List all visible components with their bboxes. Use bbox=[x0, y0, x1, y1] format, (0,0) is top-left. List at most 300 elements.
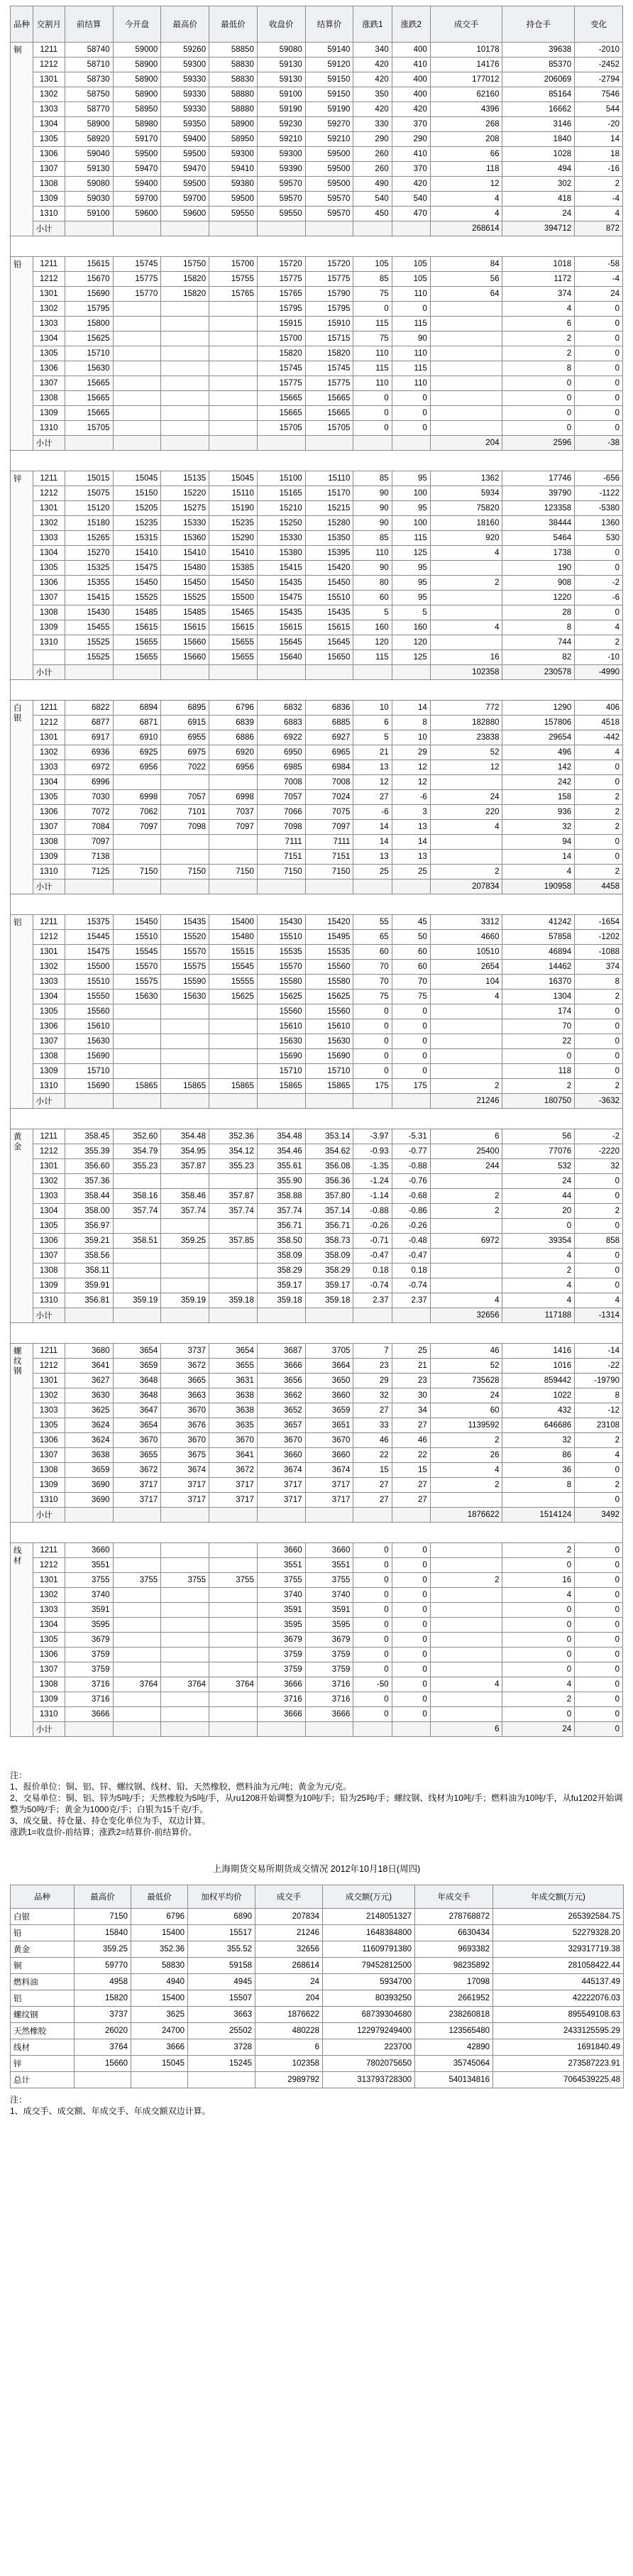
contract-month: 1212 bbox=[33, 57, 65, 72]
table-cell bbox=[113, 1034, 161, 1049]
contract-month: 1303 bbox=[33, 1403, 65, 1418]
table-cell: 45 bbox=[392, 915, 430, 930]
quote-table bbox=[10, 6, 623, 1737]
contract-month: 1309 bbox=[33, 1692, 65, 1707]
section-gap bbox=[11, 1323, 623, 1344]
table-cell: 0 bbox=[575, 775, 623, 790]
contract-month: 1309 bbox=[33, 406, 65, 421]
table-row bbox=[11, 1648, 623, 1662]
table-cell bbox=[161, 1034, 209, 1049]
stats-cell: 895549108.63 bbox=[493, 2007, 624, 2023]
table-cell: -0.77 bbox=[392, 1144, 430, 1159]
table-cell: 3755 bbox=[65, 1573, 113, 1588]
table-row bbox=[11, 331, 623, 346]
table-cell: 8 bbox=[502, 361, 575, 376]
table-cell: 56 bbox=[430, 272, 502, 287]
table-cell: 356.81 bbox=[65, 1293, 113, 1308]
header-cell: 收盘价 bbox=[257, 6, 305, 43]
contract-month: 1212 bbox=[33, 930, 65, 945]
table-cell bbox=[113, 317, 161, 331]
contract-month: 1307 bbox=[33, 162, 65, 177]
table-cell: 77076 bbox=[502, 1144, 575, 1159]
stats-header-row bbox=[11, 1885, 624, 1909]
table-cell: 6915 bbox=[161, 716, 209, 730]
table-cell bbox=[161, 1543, 209, 1558]
table-cell bbox=[113, 775, 161, 790]
table-cell: 6925 bbox=[113, 745, 161, 760]
table-cell: 420 bbox=[392, 102, 430, 117]
table-cell: 59300 bbox=[257, 147, 305, 162]
table-cell: 15520 bbox=[161, 930, 209, 945]
table-cell bbox=[392, 1508, 430, 1523]
table-cell: 3 bbox=[392, 805, 430, 820]
contract-month: 1305 bbox=[33, 1219, 65, 1234]
table-cell: 3666 bbox=[65, 1707, 113, 1722]
table-cell: 15645 bbox=[305, 635, 353, 650]
table-cell bbox=[209, 1543, 258, 1558]
table-cell: 3660 bbox=[257, 1543, 305, 1558]
table-cell bbox=[430, 421, 502, 436]
table-cell: 115 bbox=[392, 361, 430, 376]
table-cell: 400 bbox=[392, 72, 430, 87]
note-line: 涨跌1=收盘价-前结算；涨跌2=结算价-前结算价。 bbox=[10, 1827, 197, 1837]
note-line: 1、成交手、成交额、年成交手、年成交额双边计算。 bbox=[10, 2106, 211, 2116]
table-cell bbox=[161, 1174, 209, 1189]
table-cell: 0 bbox=[502, 391, 575, 406]
table-cell: 357.74 bbox=[161, 1204, 209, 1219]
table-cell: 3755 bbox=[305, 1573, 353, 1588]
table-cell: 15415 bbox=[257, 561, 305, 576]
subtotal-row bbox=[11, 1508, 623, 1523]
stats-cell: 42222076.03 bbox=[493, 1990, 624, 2007]
table-cell: 1018 bbox=[502, 257, 575, 272]
table-cell: 0 bbox=[575, 1573, 623, 1588]
table-cell: 7057 bbox=[161, 790, 209, 805]
table-cell: 15410 bbox=[161, 546, 209, 561]
table-cell: -1654 bbox=[575, 915, 623, 930]
table-cell: 0 bbox=[575, 1174, 623, 1189]
contract-month: 1303 bbox=[33, 1189, 65, 1204]
table-cell: 0 bbox=[502, 1603, 575, 1618]
table-cell: 5 bbox=[353, 605, 392, 620]
table-cell: 0 bbox=[575, 1648, 623, 1662]
table-cell bbox=[353, 1094, 392, 1109]
table-cell: 15330 bbox=[257, 531, 305, 546]
table-cell: 15615 bbox=[113, 620, 161, 635]
table-cell: 15660 bbox=[161, 650, 209, 665]
table-cell: 15820 bbox=[257, 346, 305, 361]
table-cell: 58920 bbox=[65, 132, 113, 147]
table-cell: -10 bbox=[575, 650, 623, 665]
stats-cell: 2989792 bbox=[255, 2072, 323, 2088]
contract-month: 1212 bbox=[33, 272, 65, 287]
table-cell: 0 bbox=[392, 302, 430, 317]
stats-header-cell: 年成交额(万元) bbox=[493, 1885, 624, 1909]
table-cell: 2 bbox=[575, 805, 623, 820]
table-cell: 6936 bbox=[65, 745, 113, 760]
table-row bbox=[11, 945, 623, 960]
table-row bbox=[11, 43, 623, 57]
table-cell: 3635 bbox=[209, 1418, 258, 1433]
table-cell: 6832 bbox=[257, 701, 305, 716]
table-row bbox=[11, 591, 623, 605]
table-cell: 46 bbox=[392, 1433, 430, 1448]
table-cell: 0.18 bbox=[392, 1264, 430, 1278]
table-cell: 3764 bbox=[209, 1677, 258, 1692]
table-cell: 358.56 bbox=[65, 1249, 113, 1264]
table-cell: 15180 bbox=[65, 516, 113, 531]
table-row bbox=[11, 701, 623, 716]
stats-cell: 15660 bbox=[75, 2056, 131, 2072]
table-cell: 75 bbox=[353, 287, 392, 302]
contract-month: 1211 bbox=[33, 701, 65, 716]
table-cell: 15015 bbox=[65, 471, 113, 486]
table-cell bbox=[161, 391, 209, 406]
table-cell: 0 bbox=[392, 1662, 430, 1677]
table-cell: 15655 bbox=[113, 650, 161, 665]
table-cell: 0 bbox=[575, 421, 623, 436]
table-cell: 355.39 bbox=[65, 1144, 113, 1159]
subtotal-oi: 180750 bbox=[502, 1094, 575, 1109]
section-gap bbox=[11, 680, 623, 701]
table-cell: 0 bbox=[575, 1692, 623, 1707]
table-cell: 59080 bbox=[65, 177, 113, 192]
subtotal-volume: 32656 bbox=[430, 1308, 502, 1323]
table-cell: 15450 bbox=[161, 576, 209, 591]
table-row bbox=[11, 406, 623, 421]
table-cell: 15630 bbox=[65, 1034, 113, 1049]
stats-cell: 15045 bbox=[131, 2056, 188, 2072]
table-cell: 59210 bbox=[305, 132, 353, 147]
table-cell: 58950 bbox=[209, 132, 258, 147]
header-cell: 今开盘 bbox=[113, 6, 161, 43]
table-cell: 3625 bbox=[65, 1403, 113, 1418]
stats-cell: 1691840.49 bbox=[493, 2039, 624, 2056]
table-cell: 174 bbox=[502, 1004, 575, 1019]
table-cell bbox=[209, 1249, 258, 1264]
contract-month: 1303 bbox=[33, 317, 65, 331]
stats-cell: 15507 bbox=[188, 1990, 255, 2007]
table-cell: 15610 bbox=[257, 1019, 305, 1034]
contract-month: 1309 bbox=[33, 192, 65, 207]
table-row bbox=[11, 990, 623, 1004]
table-cell: 15535 bbox=[305, 945, 353, 960]
table-cell: 15415 bbox=[65, 591, 113, 605]
subtotal-oi: 2596 bbox=[502, 436, 575, 451]
table-cell bbox=[161, 1308, 209, 1323]
table-cell: 3654 bbox=[209, 1344, 258, 1359]
stats-cell: 15245 bbox=[188, 2056, 255, 2072]
table-cell: 0 bbox=[575, 1558, 623, 1573]
table-cell: 3716 bbox=[65, 1677, 113, 1692]
table-cell: 59260 bbox=[161, 43, 209, 57]
table-row bbox=[11, 1588, 623, 1603]
stats-cell: 122979249400 bbox=[323, 2023, 415, 2039]
table-cell: 15770 bbox=[113, 287, 161, 302]
table-cell bbox=[161, 421, 209, 436]
table-cell: 3759 bbox=[257, 1648, 305, 1662]
table-cell: 65 bbox=[353, 930, 392, 945]
stats-cell: 21246 bbox=[255, 1925, 323, 1941]
table-cell: 50 bbox=[392, 930, 430, 945]
product-name: 白银 bbox=[11, 701, 33, 894]
stats-cell: 352.36 bbox=[131, 1941, 188, 1958]
table-cell: 115 bbox=[392, 531, 430, 546]
table-cell: 1290 bbox=[502, 701, 575, 716]
table-cell: 123358 bbox=[502, 501, 575, 516]
stats-cell: 98235892 bbox=[415, 1958, 493, 1974]
product-name: 螺纹钢 bbox=[11, 1344, 33, 1523]
table-cell: 15615 bbox=[257, 620, 305, 635]
table-cell: 354.95 bbox=[161, 1144, 209, 1159]
table-row bbox=[11, 1079, 623, 1094]
table-cell: 59500 bbox=[161, 177, 209, 192]
table-cell: 450 bbox=[353, 207, 392, 221]
table-cell: -50 bbox=[353, 1677, 392, 1692]
table-cell: 3638 bbox=[209, 1388, 258, 1403]
table-cell: 110 bbox=[392, 376, 430, 391]
contract-month: 1305 bbox=[33, 561, 65, 576]
table-cell bbox=[305, 1722, 353, 1737]
table-cell bbox=[430, 406, 502, 421]
table-cell: 6894 bbox=[113, 701, 161, 716]
table-cell: 125 bbox=[392, 650, 430, 665]
table-cell: 0 bbox=[353, 421, 392, 436]
table-cell bbox=[113, 850, 161, 865]
table-cell: 39638 bbox=[502, 43, 575, 57]
table-cell: 15510 bbox=[113, 930, 161, 945]
table-cell: 18160 bbox=[430, 516, 502, 531]
table-cell: 60 bbox=[392, 945, 430, 960]
table-cell: 3717 bbox=[305, 1493, 353, 1508]
table-cell: 15435 bbox=[257, 576, 305, 591]
table-cell: 38444 bbox=[502, 516, 575, 531]
stats-cell: 2148051327 bbox=[323, 1909, 415, 1925]
table-row bbox=[11, 1463, 623, 1478]
table-cell: 7150 bbox=[209, 865, 258, 879]
table-cell: 3660 bbox=[257, 1448, 305, 1463]
contract-month: 1307 bbox=[33, 1034, 65, 1049]
stats-cell: 24 bbox=[255, 1974, 323, 1990]
table-cell: 354.48 bbox=[257, 1129, 305, 1144]
stats-header-cell: 加权平均价 bbox=[188, 1885, 255, 1909]
table-cell: 0 bbox=[392, 1588, 430, 1603]
table-cell: 15410 bbox=[209, 546, 258, 561]
table-cell: 3675 bbox=[161, 1448, 209, 1463]
gap-cell bbox=[11, 1523, 623, 1543]
table-cell: 260 bbox=[353, 147, 392, 162]
subtotal-row bbox=[11, 665, 623, 680]
stats-cell: 7802075650 bbox=[323, 2056, 415, 2072]
table-row bbox=[11, 272, 623, 287]
contract-month: 1306 bbox=[33, 147, 65, 162]
stats-cell: 4940 bbox=[131, 1974, 188, 1990]
table-cell: 28 bbox=[502, 605, 575, 620]
table-cell: 7030 bbox=[65, 790, 113, 805]
table-cell: 355.90 bbox=[257, 1174, 305, 1189]
table-cell: 358.88 bbox=[257, 1189, 305, 1204]
table-cell bbox=[161, 302, 209, 317]
table-cell: 15435 bbox=[161, 915, 209, 930]
table-cell bbox=[161, 850, 209, 865]
table-cell: 15525 bbox=[65, 650, 113, 665]
table-cell: 14 bbox=[392, 701, 430, 716]
table-cell: 0 bbox=[353, 391, 392, 406]
table-cell: 374 bbox=[502, 287, 575, 302]
table-row bbox=[11, 960, 623, 975]
table-cell: 33 bbox=[353, 1418, 392, 1433]
table-cell: 17746 bbox=[502, 471, 575, 486]
table-cell: 3764 bbox=[113, 1677, 161, 1692]
product-name: 铜 bbox=[11, 43, 33, 236]
table-cell: 15290 bbox=[209, 531, 258, 546]
table-cell: 7097 bbox=[209, 820, 258, 835]
table-cell: 24 bbox=[502, 1174, 575, 1189]
table-cell: 10178 bbox=[430, 43, 502, 57]
table-cell bbox=[113, 879, 161, 894]
stats-cell: 1876622 bbox=[255, 2007, 323, 2023]
table-cell: 7066 bbox=[257, 805, 305, 820]
table-cell: 158 bbox=[502, 790, 575, 805]
stats-cell: 6890 bbox=[188, 1909, 255, 1925]
table-row bbox=[11, 1234, 623, 1249]
table-cell: 15135 bbox=[161, 471, 209, 486]
table-cell bbox=[65, 1094, 113, 1109]
table-cell: 4 bbox=[502, 1249, 575, 1264]
table-cell: 3648 bbox=[113, 1388, 161, 1403]
stats-name: 黄金 bbox=[11, 1941, 75, 1958]
table-cell bbox=[430, 1049, 502, 1064]
stats-cell: 59770 bbox=[75, 1958, 131, 1974]
table-cell bbox=[430, 1219, 502, 1234]
table-cell: 125 bbox=[392, 546, 430, 561]
table-cell: 70 bbox=[353, 960, 392, 975]
contract-month: 1310 bbox=[33, 1707, 65, 1722]
table-cell: 15560 bbox=[305, 960, 353, 975]
table-cell bbox=[113, 1278, 161, 1293]
table-cell bbox=[209, 1278, 258, 1293]
table-cell: 12 bbox=[392, 760, 430, 775]
table-cell: 15495 bbox=[305, 930, 353, 945]
table-cell bbox=[161, 835, 209, 850]
table-cell: 359.19 bbox=[161, 1293, 209, 1308]
table-cell: 0 bbox=[353, 1573, 392, 1588]
table-cell bbox=[161, 1603, 209, 1618]
contract-month: 1306 bbox=[33, 1648, 65, 1662]
table-cell bbox=[305, 879, 353, 894]
table-cell: 15625 bbox=[209, 990, 258, 1004]
table-cell: 15110 bbox=[209, 486, 258, 501]
table-cell bbox=[161, 1707, 209, 1722]
table-cell: -656 bbox=[575, 471, 623, 486]
table-cell: 2 bbox=[575, 1478, 623, 1493]
table-cell: -6 bbox=[392, 790, 430, 805]
table-cell: 59100 bbox=[257, 87, 305, 102]
table-cell bbox=[113, 1019, 161, 1034]
table-cell: 70 bbox=[353, 975, 392, 990]
table-cell bbox=[209, 1618, 258, 1633]
table-cell: 59270 bbox=[305, 117, 353, 132]
table-cell: 4396 bbox=[430, 102, 502, 117]
table-cell: 4 bbox=[575, 207, 623, 221]
stats-cell: 3764 bbox=[75, 2039, 131, 2056]
subtotal-label: 小计 bbox=[33, 1508, 65, 1523]
table-cell: 59700 bbox=[113, 192, 161, 207]
subtotal-label: 小计 bbox=[33, 1094, 65, 1109]
gap-cell bbox=[11, 680, 623, 701]
contract-month: 1304 bbox=[33, 1618, 65, 1633]
table-cell: 15630 bbox=[257, 1034, 305, 1049]
note-line: 3、成交量、持仓量、持仓变化单位为手，双边计算。 bbox=[10, 1816, 211, 1826]
stats-name: 铝 bbox=[11, 1990, 75, 2007]
table-row bbox=[11, 1662, 623, 1677]
contract-month: 1307 bbox=[33, 1448, 65, 1463]
table-row bbox=[11, 1293, 623, 1308]
table-cell: 3591 bbox=[305, 1603, 353, 1618]
table-cell bbox=[113, 421, 161, 436]
table-cell: 6950 bbox=[257, 745, 305, 760]
table-cell: 3663 bbox=[161, 1388, 209, 1403]
table-cell: 25 bbox=[392, 865, 430, 879]
table-cell bbox=[209, 391, 258, 406]
header-cell: 涨跌2 bbox=[392, 6, 430, 43]
table-cell: 0 bbox=[502, 421, 575, 436]
table-cell: 59300 bbox=[161, 57, 209, 72]
table-cell: 59500 bbox=[161, 147, 209, 162]
table-cell: 7097 bbox=[113, 820, 161, 835]
table-cell: 27 bbox=[353, 1478, 392, 1493]
stats-row bbox=[11, 2056, 624, 2072]
table-cell: 6895 bbox=[161, 701, 209, 716]
table-cell: 14 bbox=[392, 835, 430, 850]
table-cell: 58710 bbox=[65, 57, 113, 72]
table-cell: 25400 bbox=[430, 1144, 502, 1159]
table-cell: 0 bbox=[575, 835, 623, 850]
table-cell: 58830 bbox=[209, 57, 258, 72]
table-cell: 0 bbox=[575, 1034, 623, 1049]
table-cell bbox=[161, 1064, 209, 1079]
table-cell: 3717 bbox=[113, 1478, 161, 1493]
table-row bbox=[11, 930, 623, 945]
table-cell: 7151 bbox=[257, 850, 305, 865]
table-cell bbox=[257, 665, 305, 680]
table-cell: 95 bbox=[392, 576, 430, 591]
table-cell: 3717 bbox=[257, 1493, 305, 1508]
table-cell: 735628 bbox=[430, 1374, 502, 1388]
contract-month: 1212 bbox=[33, 716, 65, 730]
table-cell: 0 bbox=[575, 376, 623, 391]
contract-month: 1307 bbox=[33, 820, 65, 835]
table-cell: 120 bbox=[353, 635, 392, 650]
table-cell: 59190 bbox=[257, 102, 305, 117]
table-cell: 15510 bbox=[305, 591, 353, 605]
table-row bbox=[11, 805, 623, 820]
note-line: 1、报价单位：铜、铝、锌、螺纹钢、线材、铅、天然橡胶、燃料油为元/吨；黄金为元/克。 bbox=[10, 1782, 352, 1792]
table-row bbox=[11, 1034, 623, 1049]
table-cell: 15915 bbox=[257, 317, 305, 331]
table-cell: 15165 bbox=[257, 486, 305, 501]
table-cell: 15465 bbox=[209, 605, 258, 620]
table-cell: -22 bbox=[575, 1359, 623, 1374]
contract-month: 1310 bbox=[33, 207, 65, 221]
table-cell: 15435 bbox=[305, 605, 353, 620]
table-cell bbox=[257, 436, 305, 451]
stats-header-cell: 品种 bbox=[11, 1885, 75, 1909]
section-gap bbox=[11, 236, 623, 257]
table-cell: 2.37 bbox=[392, 1293, 430, 1308]
table-cell: 2 bbox=[575, 177, 623, 192]
table-cell: 0 bbox=[392, 1543, 430, 1558]
